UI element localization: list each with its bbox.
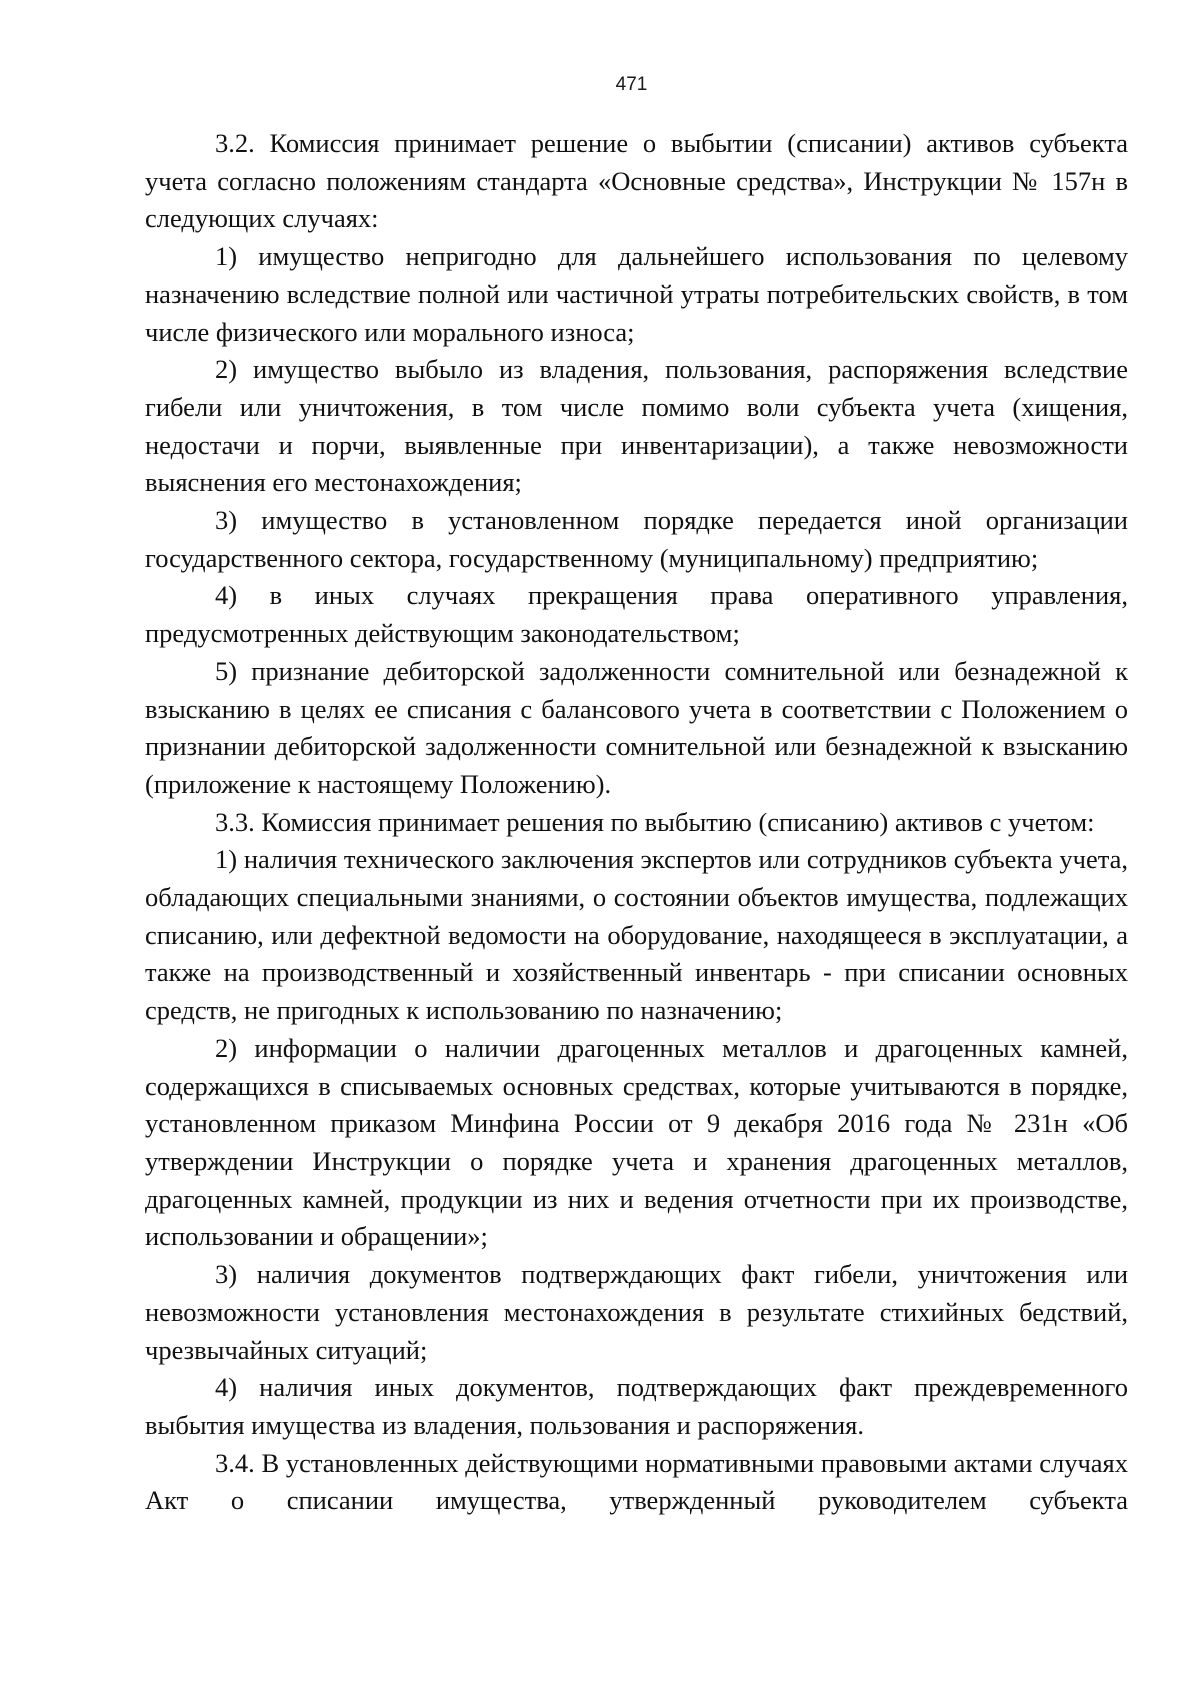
paragraph-3-3-item-4: 4) наличия иных документов, подтверждающих факт преждевременного выбытия имущества из владения, пользования и распоряжения. (145, 1372, 1128, 1440)
paragraph-3-3: 3.3. Комиссия принимает решения по выбытию (списанию) активов с учетом: (215, 806, 1095, 837)
paragraph-3-2-item-2: 2) имущество выбыло из владения, пользования, распоряжения вследствие гибели или уничтожения, в том числе помимо воли субъекта учета (хищения, недостачи и порчи, выявленные при инвентаризации), а также невозможности выяснения его местонахождения; (145, 354, 1128, 498)
paragraph-3-2-item-1: 1) имущество непригодно для дальнейшего использования по целевому назначению вследствие полной или частичной утраты потребительских свойств, в том числе физического или морального износа; (145, 241, 1128, 347)
paragraph-3-3-item-1: 1) наличия технического заключения экспертов или сотрудников субъекта учета, обладающих специальными знаниями, о состоянии объектов имущества, подлежащих списанию, или дефектной ведомости на оборудование, находящееся в эксплуатации, а также на производственный и хозяйственный инвентарь - при списании основных средств, не пригодных к использованию по назначению; (145, 844, 1128, 1026)
paragraph-3-4: 3.4. В установленных действующими нормативными правовыми актами случаях Акт о списании имущества, утвержденный руководителем субъекта (145, 1447, 1128, 1516)
paragraph-3-2-item-3: 3) имущество в установленном порядке передается иной организации государственного сектора, государственному (муниципальному) предприятию; (145, 505, 1128, 573)
paragraph-3-2: 3.2. Комиссия принимает решение о выбытии (списании) активов субъекта учета согласно положениям стандарта «Основные средства», Инструкции № 157н в следующих случаях: (145, 128, 1128, 234)
document-body (145, 125, 1128, 1520)
paragraph-3-2-item-4: 4) в иных случаях прекращения права оперативного управления, предусмотренных действующим законодательством; (145, 580, 1128, 649)
paragraph-3-3-item-3: 3) наличия документов подтверждающих факт гибели, уничтожения или невозможности установления местонахождения в результате стихийных бедствий, чрезвычайных ситуаций; (145, 1259, 1128, 1365)
paragraph-3-2-item-5: 5) признание дебиторской задолженности сомнительной или безнадежной к взысканию в целях ее списания с балансового учета в соответствии с Положением о признании дебиторской задолженности сомнительной или безнадежной к взысканию (приложение к настоящему Положению). (145, 655, 1128, 799)
page-number: 471 (615, 74, 648, 95)
paragraph-3-3-item-2: 2) информации о наличии драгоценных металлов и драгоценных камней, содержащихся в списываемых основных средствах, которые учитываются в порядке, установленном приказом Минфина России от 9 декабря 2016 года № 231н «Об утверждении Инструкции о порядке учета и хранения драгоценных металлов, драгоценных камней, продукции из них и ведения отчетности при их производстве, использовании и обращении»; (145, 1032, 1128, 1252)
